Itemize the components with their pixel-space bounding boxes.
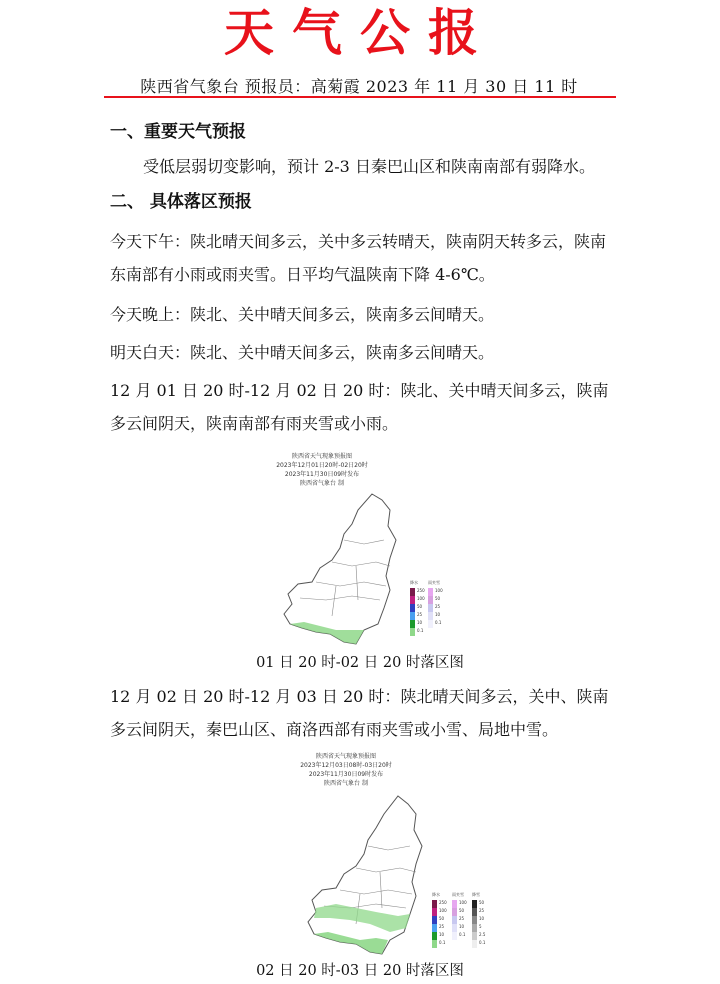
legend-value: 10	[435, 612, 441, 617]
forecast-text: 陕北、关中晴天间多云，陕南多云间晴天。	[190, 343, 495, 362]
section2-heading: 二、 具体落区预报	[110, 192, 252, 212]
legend-value: 25	[435, 604, 441, 609]
legend-value: 50	[417, 604, 423, 609]
legend-value: 50	[479, 900, 485, 905]
legend-value: 5	[479, 924, 482, 929]
issuer-line: 陕西省气象台 预报员：高菊霞 2023 年 11 月 30 日 11 时	[140, 77, 578, 96]
legend-value: 25	[439, 924, 445, 929]
forecast-item	[110, 336, 622, 369]
legend-value: 250	[417, 588, 425, 593]
forecast-label: 明天白天：	[110, 343, 191, 362]
forecast-text: 陕北、关中晴天间多云，陕南多云间晴天。	[190, 305, 495, 324]
shaanxi-outline	[308, 796, 422, 954]
map-header-line: 2023年11月30日09时发布	[284, 471, 360, 478]
header-divider	[104, 96, 616, 98]
forecast-map-1	[260, 448, 460, 648]
forecast-item	[110, 225, 622, 291]
legend-value: 2.5	[479, 932, 486, 937]
forecast-item	[110, 680, 622, 746]
section1-text: 受低层弱切变影响，预计 2-3 日秦巴山区和陕南南部有弱降水。	[143, 157, 595, 176]
section1-heading: 一、重要天气预报	[110, 122, 246, 142]
map-caption: 02 日 20 时-03 日 20 时落区图	[256, 963, 464, 979]
forecast-text: 陕北晴天间多云，关中多云转晴天，陕南阴天转多云，陕南东南部有小雨或雨夹雪。日平均气温陕南下降 4-6℃。	[110, 232, 607, 284]
map-header-line: 2023年11月30日09时发布	[308, 771, 384, 778]
legend-title: 雨夹雪	[428, 580, 440, 585]
legend-value: 100	[439, 908, 447, 913]
legend-title: 降水	[410, 580, 418, 585]
legend-value: 100	[459, 900, 467, 905]
map-legend	[410, 579, 443, 636]
legend-value: 25	[479, 908, 485, 913]
map-header-line: 陕西省气象台 制	[300, 480, 344, 487]
map-header-line: 2023年12月03日08时-03日20时	[300, 762, 392, 769]
legend-value: 0.1	[417, 628, 424, 633]
legend-value: 0.1	[435, 620, 442, 625]
legend-value: 25	[459, 916, 465, 921]
legend-title: 雨夹雪	[452, 892, 464, 897]
forecast-label: 12 月 02 日 20 时-12 月 03 日 20 时：	[110, 687, 401, 706]
legend-value: 100	[435, 588, 443, 593]
forecast-label: 今天下午：	[110, 232, 191, 251]
map-header-line: 陕西省天气现象预报图	[315, 753, 377, 760]
legend-value: 250	[439, 900, 447, 905]
legend-title: 降水	[432, 892, 440, 897]
legend-value: 10	[439, 932, 445, 937]
map-header-line: 陕西省天气现象预报图	[291, 453, 353, 460]
legend-value: 0.1	[479, 940, 486, 945]
forecast-text: 陕北晴天间多云，关中、陕南多云间阴天，秦巴山区、商洛西部有雨夹雪或小雪、局地中雪。	[110, 687, 609, 739]
legend-value: 10	[479, 916, 485, 921]
map-caption: 01 日 20 时-02 日 20 时落区图	[256, 655, 464, 671]
map-header-line: 陕西省气象台 制	[324, 780, 368, 787]
forecast-text: 陕北、关中晴天间多云，陕南多云间阴天，陕南南部有雨夹雪或小雨。	[110, 381, 609, 433]
legend-value: 0.1	[459, 932, 466, 937]
legend-value: 10	[459, 924, 465, 929]
map-header-line: 2023年12月01日20时-02日20时	[276, 462, 368, 469]
legend-value: 50	[459, 908, 465, 913]
forecast-item	[110, 298, 622, 331]
legend-value: 0.1	[439, 940, 446, 945]
legend-value: 50	[439, 916, 445, 921]
forecast-label: 今天晚上：	[110, 305, 191, 324]
forecast-label: 12 月 01 日 20 时-12 月 02 日 20 时：	[110, 381, 401, 400]
legend-value: 25	[417, 612, 423, 617]
legend-title: 降雪	[472, 892, 480, 897]
map-legend	[432, 891, 486, 948]
legend-value: 10	[417, 620, 423, 625]
shaanxi-outline	[284, 494, 396, 644]
page-title: 天气公报	[224, 4, 496, 62]
legend-value: 50	[435, 596, 441, 601]
forecast-item	[110, 374, 622, 440]
legend-value: 100	[417, 596, 425, 601]
forecast-map-2	[280, 748, 510, 962]
